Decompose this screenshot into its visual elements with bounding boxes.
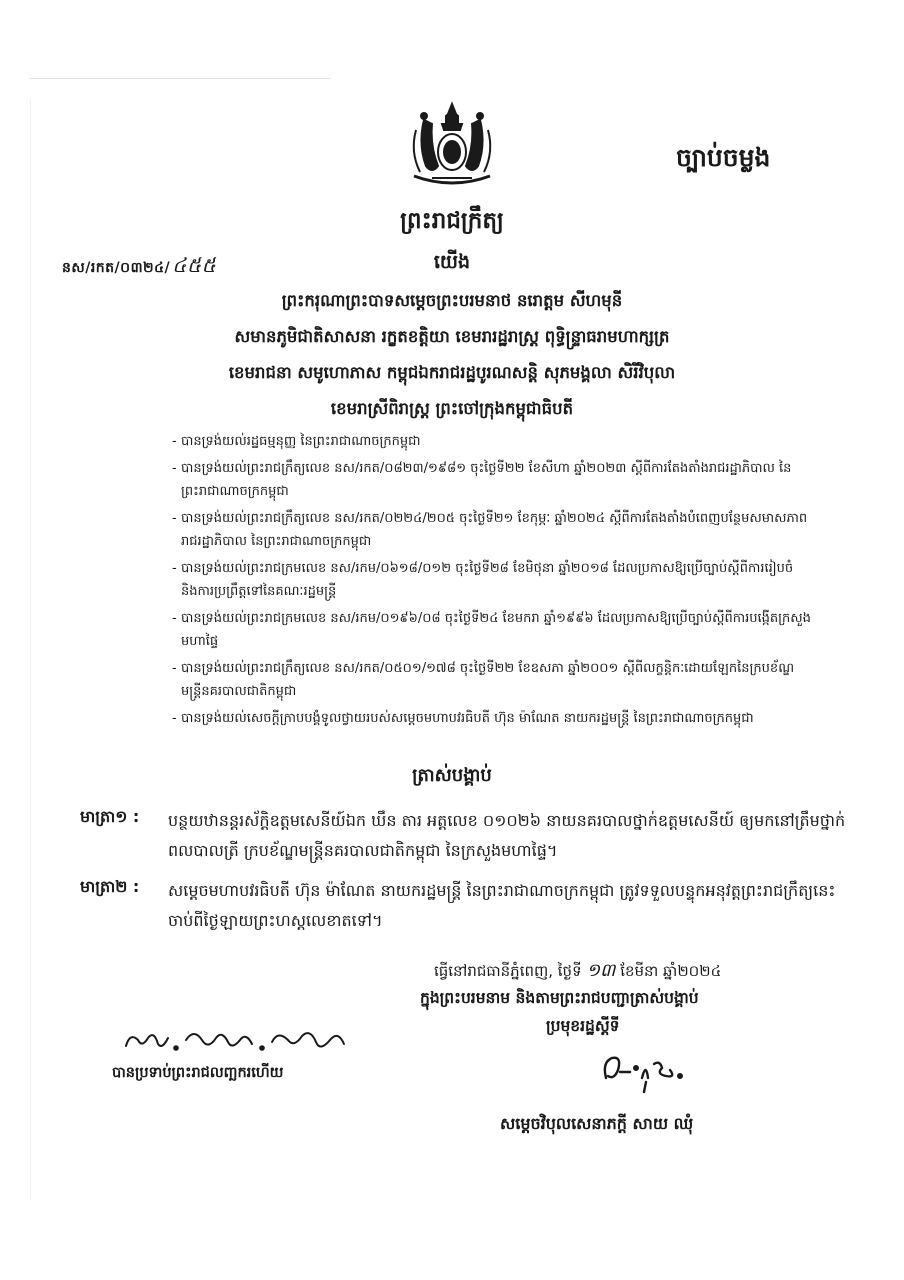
article-label: មាត្រា២ : (80, 877, 140, 896)
document-number-handwritten: ៤៥៥ (172, 253, 217, 277)
preamble-item: - បានទ្រង់យល់ព្រះរាជក្រមលេខ នស/រកម/០៦១៨/០១២ ចុះថ្ងៃទី២៨ ខែមិថុនា ឆ្នាំ២០១៨ ដែលប្រកាសឱ្យប្រើច្បាប់ស្តីពីការរៀបចំ និងការប្រព្រឹត្តទៅនៃគណៈរដ្ឋមន្ត្រី (172, 557, 812, 603)
preamble-item: - បានទ្រង់យល់ព្រះរាជក្រឹត្យលេខ នស/រកត/០២២៤/២០៥ ចុះថ្ងៃទី២១ ខែកុម្ភៈ ឆ្នាំ២០២៤ ស្តីពីការតែងតាំងបំពេញបន្ថែមសមាសភាពរាជរដ្ឋាភិបាល នៃព្រះរាជាណាចក្រកម្ពុជា (172, 507, 812, 553)
place-prefix: ធ្វើនៅរាជធានីភ្នំពេញ, ថ្ងៃទី (434, 962, 582, 980)
preamble-item: - បានទ្រង់យល់រដ្ឋធម្មនុញ្ញ នៃព្រះរាជាណាចក្រកម្ពុជា (172, 430, 812, 453)
day-handwritten: ១៣ (586, 960, 616, 981)
preamble-item: - បានទ្រង់យល់សេចក្តីក្រាបបង្គំទូលថ្វាយរបស់សម្តេចមហាបវរធិបតី ហ៊ុន ម៉ាណែត នាយករដ្ឋមន្ត្រី នៃព្រះរាជាណាចក្រកម្ពុជា (172, 707, 812, 730)
closing-block (420, 958, 860, 1040)
article-text: សម្តេចមហាបវរធិបតី ហ៊ុន ម៉ាណែត នាយករដ្ឋមន្ត្រី នៃព្រះរាជាណាចក្រកម្ពុជា ត្រូវទទួលបន្ទុកអនុវត្តព្រះរាជក្រឹត្យនេះ ចាប់ពីថ្ងៃឡាយព្រះហស្តលេខាតទៅ។ (168, 881, 836, 930)
article-1 (80, 806, 860, 866)
signer-name: សម្តេចវិបុលសេនាភក្តី សាយ ឈុំ (500, 1114, 694, 1133)
article-label: មាត្រា១ : (80, 807, 140, 826)
we-heading: យើង (433, 251, 471, 273)
preamble-item: - បានទ្រង់យល់ព្រះរាជក្រឹត្យលេខ នស/រកត/០៨២៣/១៩៨១ ចុះថ្ងៃទី២២ ខែសីហា ឆ្នាំ២០២៣ ស្តីពីការតែងតាំងរាជរដ្ឋាភិបាល នៃព្រះរាជាណាចក្រកម្ពុជា (172, 457, 812, 503)
signature-icon (596, 1048, 696, 1094)
royal-emblem-icon (402, 100, 502, 188)
preamble-item: - បានទ្រង់យល់ព្រះរាជក្រមលេខ នស/រកម/០១៩៦/០៨ ចុះថ្ងៃទី២៤ ខែមករា ឆ្នាំ១៩៩៦ ដែលប្រកាសឱ្យប្រើច្បាប់ស្តីពីការបង្កើតក្រសួងមហាផ្ទៃ (172, 607, 812, 653)
decree-heading: ត្រាស់បង្គាប់ (412, 765, 492, 786)
king-title-line: ព្រះករុណាព្រះបាទសម្តេចព្រះបរមនាថ នរោត្តម សីហមុនី (281, 291, 623, 310)
article-2 (80, 876, 860, 936)
article-text: បន្ថយឋានន្តរស័ក្តិឧត្តមសេនីយ៍ឯក ឃឹន តារ អត្តលេខ ០១០២៦ នាយនគរបាលថ្នាក់ឧត្តមសេនីយ៍ ឲ្យមកនៅត្រឹមថ្នាក់ ពលបាលត្រី ក្របខ័ណ្ឌមន្ត្រីនគរបាលជាតិកម្ពុជា នៃក្រសួងមហាផ្ទៃ។ (168, 811, 846, 860)
king-title-line: ខេមរាស្រីពិរាស្ត្រ ព្រះចៅក្រុងកម្ពុជាធិបតី (330, 399, 574, 418)
certified-copy-label: ច្បាប់ចម្លង (676, 143, 771, 172)
promulgation-number-handwritten (120, 1022, 400, 1058)
preamble-item: - បានទ្រង់យល់ព្រះរាជក្រឹត្យលេខ នស/រកត/០៥០១/១៧៨ ចុះថ្ងៃទី២២ ខែឧសភា ឆ្នាំ២០០១ ស្តីពីលក្ខន្តិកៈដោយឡែកនៃក្របខ័ណ្ឌមន្ត្រីនគរបាលជាតិកម្ពុជា (172, 657, 812, 703)
acting-head-of-state: ប្រមុខរដ្ឋស្តីទី (546, 1017, 620, 1035)
document-type-title: ព្រះរាជក្រឹត្យ (400, 208, 504, 234)
month-year: ខែមីនា ឆ្នាំ២០២៤ (620, 962, 722, 980)
scan-edge-line (30, 78, 330, 79)
in-the-name-line: ក្នុងព្រះបរមនាម និងតាមព្រះរាជបញ្ជាត្រាស់បង្គាប់ (420, 989, 699, 1007)
king-title-line: ខេមរាជនា សមូហោភាស កម្ពុជឯករាជរដ្ឋបូរណសន្តិ សុភមង្គលា សិរីវិបុលា (228, 363, 676, 382)
promulgation-text: បានប្រទាប់ព្រះរាជលញ្ឆករហើយ (112, 1065, 284, 1081)
place-date-line (434, 958, 860, 984)
king-titles (120, 283, 784, 427)
preamble-list (172, 430, 812, 734)
king-title-line: សមានភូមិជាតិសាសនា រក្ខតខត្តិយា ខេមរារដ្ឋរាស្ត្រ ពុទ្ធិន្ទ្រាធរាមហាក្សត្រ (234, 327, 670, 346)
document-number-prefix: នស/រកត/០៣២៤/ (62, 260, 171, 276)
